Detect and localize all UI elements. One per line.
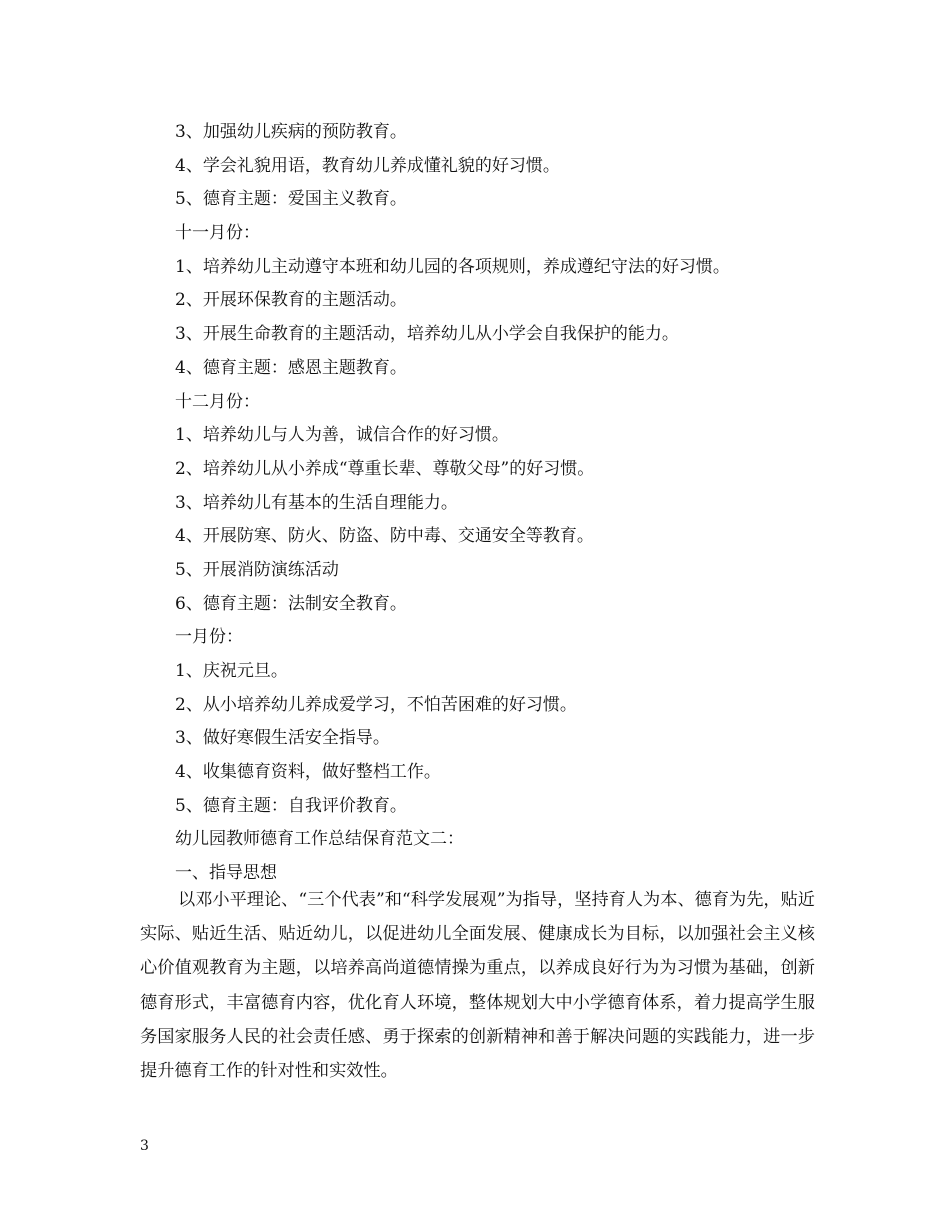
text-line: 3、做好寒假生活安全指导。 xyxy=(175,728,390,749)
text-line: 2、开展环保教育的主题活动。 xyxy=(175,290,407,311)
text-line: 4、学会礼貌用语，教育幼儿养成懂礼貌的好习惯。 xyxy=(175,155,560,176)
document-lines xyxy=(140,116,820,891)
text-line: 6、德育主题：法制安全教育。 xyxy=(175,593,407,614)
text-line: 3、开展生命教育的主题活动，培养幼儿从小学会自我保护的能力。 xyxy=(175,324,679,345)
body-paragraph: 以邓小平理论、“三个代表”和“科学发展观”为指导，坚持育人为本、德育为先，贴近实际、贴近生活、贴近幼儿，以促进幼儿全面发展、健康成长为目标，以加强社会主义核心价值观教育为主题，以培养高尚道德情操为重点，以养成良好行为为习惯为基础，创新德育形式，丰富德育内容，优化育人环境，整体规划大中小学德育体系，着力提高学生服务国家服务人民的社会责任感、勇于探索的创新精神和善于解决问题的实践能力，进一步提升德育工作的针对性和实效性。 xyxy=(140,890,815,1082)
text-line: 2、培养幼儿从小养成“尊重长辈、尊敬父母”的好习惯。 xyxy=(175,458,595,479)
section-heading-january: 一月份： xyxy=(175,627,243,648)
text-line: 4、开展防寒、防火、防盗、防中毒、交通安全等教育。 xyxy=(175,526,594,547)
text-line: 1、培养幼儿主动遵守本班和幼儿园的各项规则，养成遵纪守法的好习惯。 xyxy=(175,256,730,277)
text-line: 1、庆祝元旦。 xyxy=(175,661,288,681)
document-subtitle: 幼儿园教师德育工作总结保育范文二： xyxy=(175,829,464,850)
text-line: 1、培养幼儿与人为善，诚信合作的好习惯。 xyxy=(175,425,509,446)
text-line: 3、加强幼儿疾病的预防教育。 xyxy=(175,122,407,142)
section-heading-december: 十二月份： xyxy=(175,391,260,412)
section-heading-guiding-ideology: 一、指导思想 xyxy=(175,863,277,884)
page-number: 3 xyxy=(140,1138,149,1154)
section-heading-november: 十一月份： xyxy=(175,223,260,244)
text-line: 5、开展消防演练活动 xyxy=(175,559,339,580)
text-line: 2、从小培养幼儿养成爱学习，不怕苦困难的好习惯。 xyxy=(175,694,577,715)
text-line: 3、培养幼儿有基本的生活自理能力。 xyxy=(175,492,458,513)
text-line: 4、德育主题：感恩主题教育。 xyxy=(175,357,407,378)
text-line: 5、德育主题：爱国主义教育。 xyxy=(175,189,407,210)
text-line: 5、德育主题：自我评价教育。 xyxy=(175,795,407,816)
text-line: 4、收集德育资料，做好整档工作。 xyxy=(175,762,441,783)
